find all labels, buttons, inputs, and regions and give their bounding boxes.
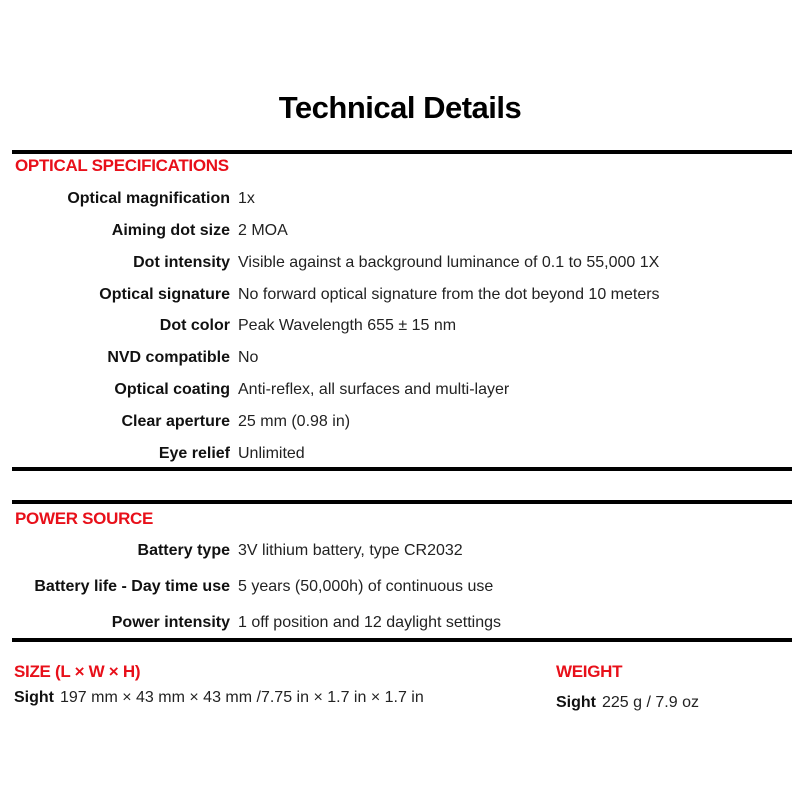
spec-label: NVD compatible <box>107 349 230 366</box>
section-divider <box>12 638 792 642</box>
spec-value: Peak Wavelength 655 ± 15 nm <box>238 317 457 334</box>
spec-label: Dot intensity <box>133 254 230 271</box>
spec-row <box>0 252 800 274</box>
spec-label: Aiming dot size <box>111 222 230 239</box>
section-divider <box>12 467 792 471</box>
weight-spec <box>556 694 699 712</box>
spec-value: No forward optical signature from the dot beyond 10 meters <box>238 286 660 303</box>
spec-row <box>0 220 800 242</box>
spec-value: 5 years (50,000h) of continuous use <box>238 578 494 595</box>
spec-row <box>0 284 800 306</box>
spec-row <box>0 188 800 210</box>
spec-value: Unlimited <box>238 445 305 462</box>
spec-row <box>0 315 800 337</box>
spec-value: Anti-reflex, all surfaces and multi-layer <box>238 381 510 398</box>
spec-value: Visible against a background luminance of 0.1 to 55,000 1X <box>238 254 660 271</box>
optical-specifications-heading: OPTICAL SPECIFICATIONS <box>15 156 229 175</box>
spec-value: No <box>238 349 259 366</box>
spec-label: Battery life - Day time use <box>34 578 230 595</box>
size-spec <box>14 689 424 707</box>
spec-label: Eye relief <box>158 445 230 462</box>
spec-label: Optical coating <box>114 381 230 398</box>
power-source-heading: POWER SOURCE <box>15 509 154 528</box>
size-label: Sight <box>14 689 54 706</box>
spec-label: Battery type <box>137 542 230 559</box>
weight-value: 225 g / 7.9 oz <box>602 694 699 711</box>
spec-value: 1x <box>238 190 255 207</box>
weight-label: Sight <box>556 694 596 711</box>
spec-row <box>0 576 800 598</box>
spec-label: Optical magnification <box>67 190 230 207</box>
spec-value: 2 MOA <box>238 222 288 239</box>
spec-label: Optical signature <box>99 286 230 303</box>
page-title: Technical Details <box>278 90 522 125</box>
spec-row <box>0 612 800 634</box>
spec-label: Power intensity <box>111 614 230 631</box>
spec-value: 1 off position and 12 daylight settings <box>238 614 501 631</box>
spec-label: Clear aperture <box>121 413 230 430</box>
spec-label: Dot color <box>159 317 230 334</box>
spec-value: 3V lithium battery, type CR2032 <box>238 542 463 559</box>
section-divider <box>12 500 792 504</box>
spec-row <box>0 411 800 433</box>
weight-heading: WEIGHT <box>556 662 623 681</box>
spec-value: 25 mm (0.98 in) <box>238 413 351 430</box>
spec-row <box>0 540 800 562</box>
spec-row <box>0 443 800 465</box>
section-divider <box>12 150 792 154</box>
size-heading: SIZE (L × W × H) <box>14 662 141 681</box>
spec-row <box>0 379 800 401</box>
spec-row <box>0 347 800 369</box>
size-value: 197 mm × 43 mm × 43 mm /7.75 in × 1.7 in × 1.7 in <box>60 689 424 706</box>
